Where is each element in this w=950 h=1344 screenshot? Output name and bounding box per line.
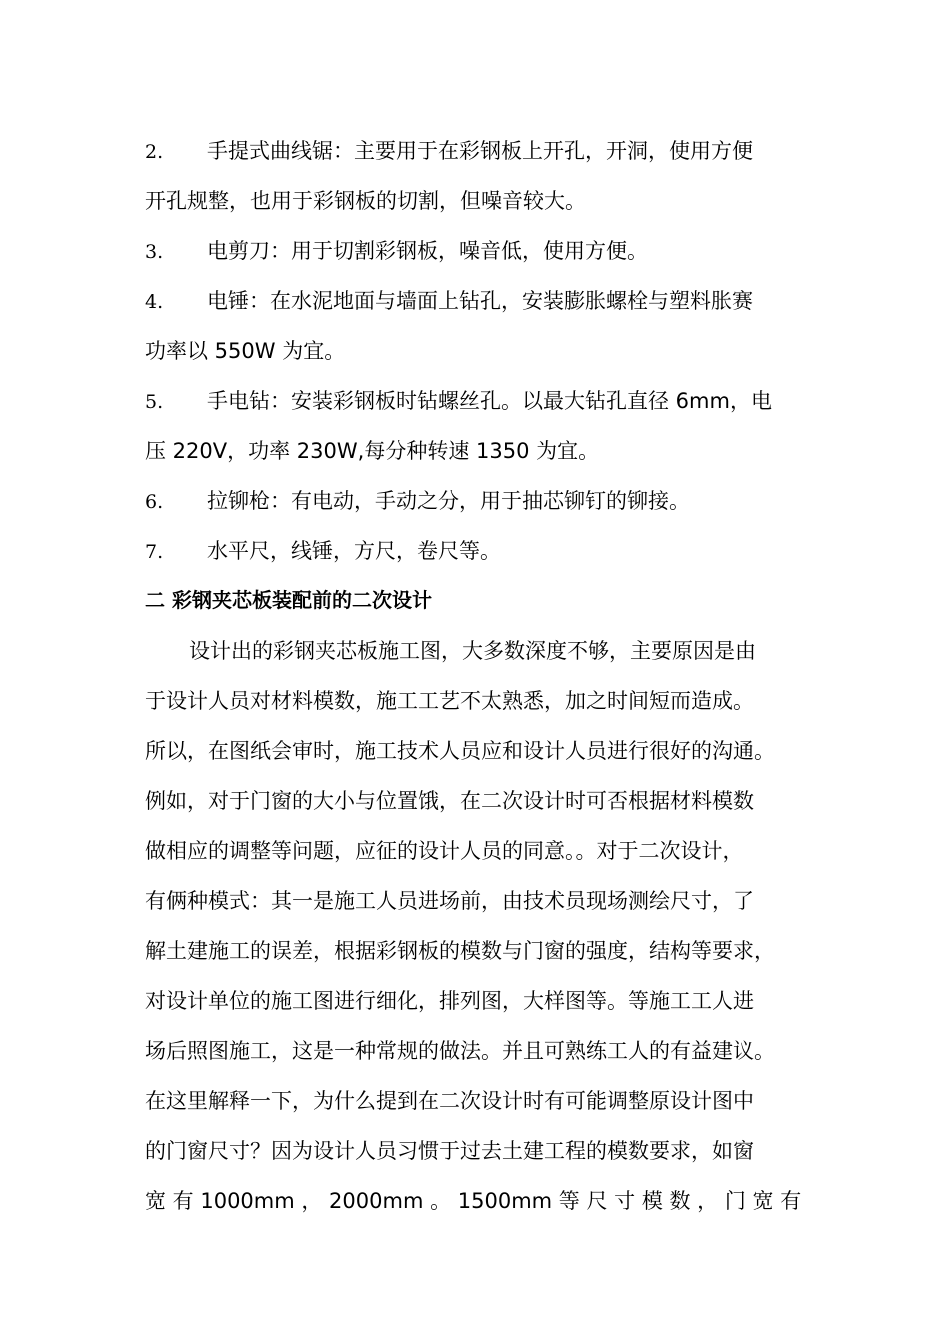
- list-text: 手电钻：安装彩钢板时钻螺丝孔。以最大钻孔直径 6mm，电: [207, 389, 772, 413]
- list-number: 3.: [145, 241, 164, 263]
- list-item-6: [145, 486, 690, 516]
- list-number: 6.: [145, 491, 164, 513]
- list-text: 功率以 550W 为宜。: [145, 339, 346, 363]
- list-number: 2.: [145, 141, 164, 163]
- list-item-4: [145, 286, 753, 316]
- paragraph-line: 的门窗尺寸？因为设计人员习惯于过去土建工程的模数要求，如窗: [145, 1139, 754, 1163]
- list-item-7: [145, 536, 501, 566]
- paragraph-line: 做相应的调整等问题，应征的设计人员的同意。。对于二次设计，: [145, 839, 744, 863]
- paragraph-line: 场后照图施工，这是一种常规的做法。并且可熟练工人的有益建议。: [145, 1039, 775, 1063]
- list-number: 4.: [145, 291, 164, 313]
- list-text: 手提式曲线锯：主要用于在彩钢板上开孔，开洞，使用方便: [207, 139, 753, 163]
- paragraph-line: 对设计单位的施工图进行细化，排列图，大样图等。等施工工人进: [145, 989, 754, 1013]
- list-number: 7.: [145, 541, 164, 563]
- list-item-3: [145, 236, 648, 266]
- list-text: 电剪刀：用于切割彩钢板，噪音低，使用方便。: [207, 239, 648, 263]
- list-item-2-continued: [145, 186, 586, 216]
- list-text: 电锤：在水泥地面与墙面上钻孔，安装膨胀螺栓与塑料胀赛: [207, 289, 753, 313]
- list-item-4-continued: [145, 336, 345, 366]
- list-text: 开孔规整，也用于彩钢板的切割，但噪音较大。: [145, 189, 586, 213]
- paragraph-line: 宽 有 1000mm ， 2000mm 。 1500mm 等 尺 寸 模 数 ， 门 宽 有: [145, 1189, 802, 1213]
- list-item-5-continued: [145, 436, 599, 466]
- paragraph-line: 设计出的彩钢夹芯板施工图，大多数深度不够，主要原因是由: [189, 639, 756, 663]
- paragraph-line: 所以，在图纸会审时，施工技术人员应和设计人员进行很好的沟通。: [145, 739, 775, 763]
- list-number: 5.: [145, 391, 164, 413]
- section-heading: 二 彩钢夹芯板装配前的二次设计: [145, 588, 432, 612]
- list-text: 拉铆枪：有电动，手动之分，用于抽芯铆钉的铆接。: [207, 489, 690, 513]
- paragraph-line: 在这里解释一下，为什么提到在二次设计时有可能调整原设计图中: [145, 1089, 754, 1113]
- paragraph-line: 例如，对于门窗的大小与位置饿，在二次设计时可否根据材料模数: [145, 789, 754, 813]
- list-text: 压 220V，功率 230W,每分种转速 1350 为宜。: [145, 439, 600, 463]
- paragraph-line: 有俩种模式：其一是施工人员进场前，由技术员现场测绘尺寸，了: [145, 889, 754, 913]
- paragraph-line: 解土建施工的误差，根据彩钢板的模数与门窗的强度，结构等要求，: [145, 939, 775, 963]
- paragraph-line: 于设计人员对材料模数，施工工艺不太熟悉，加之时间短而造成。: [145, 689, 754, 713]
- list-text: 水平尺，线锤，方尺，卷尺等。: [207, 539, 501, 563]
- list-item-2: [145, 136, 753, 166]
- list-item-5: [145, 386, 772, 416]
